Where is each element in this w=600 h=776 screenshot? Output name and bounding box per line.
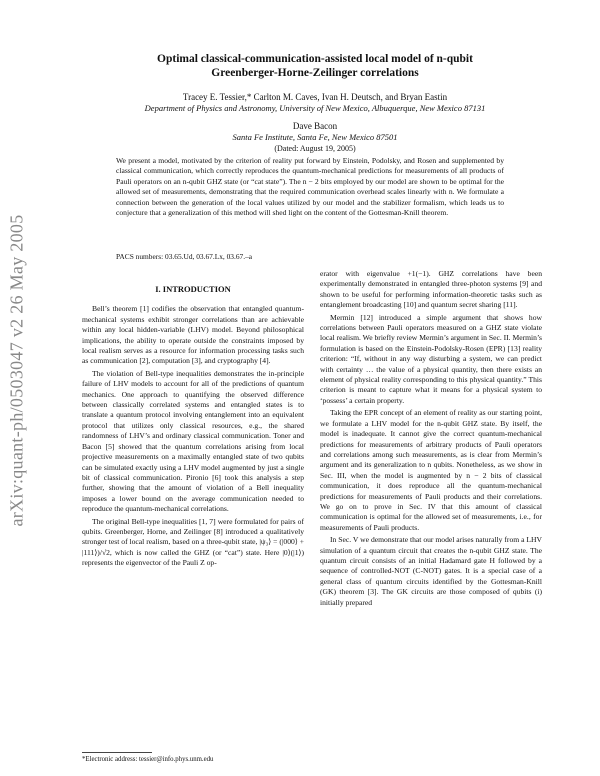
paragraph: Mermin [12] introduced a simple argument that shows how correlations between Pauli operators measured on a GHZ state violate local realism. We briefly review Mermin’s argument in Sec. II. Mermin’s formulation is based on the Einstein-Podolsky-Rosen (EPR) [13] reality criterion: “If, without in any way disturbing a system, we can predict with certainty … the value of a physical quantity, then there exists an element of physical reality corresponding to this physical quantity.” This criterion is meant to capture what it means for a physical system to ‘possess’ a certain property. (320, 312, 543, 405)
paper-title (80, 52, 550, 80)
paragraph: Taking the EPR concept of an element of reality as our starting point, we formulate a LHV model for the n-qubit GHZ state. By itself, the model is inadequate. It cannot give the correct quantum-mechanical predictions for measurements of arbitrary products of Pauli operators and correlations among such measurements, as is clear from Mermin’s argument and its generalization to n qubits. Nonetheless, as we show in Sec. III, when the model is augmented by n − 2 bits of classical communication, it does reproduce all the quantum-mechanical predictions for measurements of Pauli products and their correlations. We go on to prove in Sec. IV that this amount of classical communication is optimal for the allowed set of measurements, i.e., for measurements of Pauli products. (320, 408, 542, 532)
arxiv-identifier (4, 150, 30, 590)
date-line: (Dated: August 19, 2005) (274, 144, 356, 153)
right-column (320, 269, 542, 610)
title-line-2: Greenberger-Horne-Zeilinger correlations (211, 67, 419, 79)
pacs-numbers: PACS numbers: 03.65.Ud, 03.67.Lx, 03.67.–a (116, 252, 253, 261)
affiliation-sfi: Santa Fe Institute, Santa Fe, New Mexico 87501 (232, 132, 398, 142)
paragraph: Bell’s theorem [1] codifies the observation that entangled quantum-mechanical systems exhibit stronger correlations than are achievable within any local hidden-variable (LHV) model. Beyond philosophical implications, the ability to operate outside the constraints imposed by local realism serves as a resource for information processing tasks such as communication [2], computation [3], and cryptography [4]. (82, 304, 304, 366)
author-list: Tracey E. Tessier,* Carlton M. Caves, Ivan H. Deutsch, and Bryan Eastin (182, 92, 448, 102)
affiliation-unm: Department of Physics and Astronomy, University of New Mexico, Albuquerque, New Mexico 87131 (144, 103, 486, 113)
arxiv-identifier-text: arXiv:quant-ph/0503047 v2 26 May 2005 (6, 213, 27, 527)
paragraph: The violation of Bell-type inequalities demonstrates the in-principle failure of LHV models to account for all of the predictions of quantum mechanics. One approach to quantifying the observed difference between classically correlated systems and entangled states is to translate a quantum protocol involving entanglement into an equivalent protocol that utilizes only classical resources, e.g., the shared randomness of LHV’s and ordinary classical communication. Toner and Bacon [5] showed that the quantum correlations arising from local projective measurements on a maximally entangled state of two qubits can be simulated exactly using a LHV model augmented by just a single bit of classical communication. Pironio [6] took this analysis a step further, showing that the amount of violation of a Bell inequality imposes a lower bound on the average communication needed to reproduce the quantum-mechanical correlations. (82, 368, 304, 514)
section-heading: I. INTRODUCTION (155, 284, 231, 294)
abstract: We present a model, motivated by the criterion of reality put forward by Einstein, Podolsky, and Rosen and supplemented by classical communication, which correctly reproduces the quantum-mechanical predictions for measurements of all products of Pauli operators on an n-qubit GHZ state (or “cat state”). The n − 2 bits employed by our model are shown to be optimal for the allowed set of measurements, demonstrating that the required communication overhead scales linearly with n. We formulate a connection between the generation of the local values utilized by our model and the stabilizer formalism, which leads us to conjecture that a generalization of this method will shed light on the content of the Gottesman-Knill theorem. (116, 156, 504, 218)
paragraph: erator with eigenvalue +1(−1). GHZ correlations have been experimentally demonstrated in entangled three-photon systems [9] and shown to be useful for performing information-theoretic tasks such as entanglement broadcasting [10] and quantum secret sharing [11]. (320, 269, 542, 310)
left-column (82, 284, 304, 571)
paragraph: In Sec. V we demonstrate that our model arises naturally from a LHV simulation of a quantum circuit that creates the n-qubit GHZ state. The quantum circuit consists of an initial Hadamard gate H followed by a sequence of controlled-NOT (C-NOT) gates. It is a special case of a general class of quantum circuits identified by the Gottesman-Knill (GK) theorem [3]. The GK circuits are those composed of qubits (i) initially prepared (320, 535, 542, 607)
title-line-1: Optimal classical-communication-assisted local model of n-qubit (157, 53, 473, 65)
footnote-divider (82, 752, 152, 753)
paragraph: The original Bell-type inequalities [1, 7] were formulated for pairs of qubits. Greenberger, Horne, and Zeilinger [8] introduced a qualitatively stronger test of local realism, based on a three-qubit state, |ψ₃⟩ = (|000⟩ + |111⟩)/√2, which is now called the GHZ (or “cat”) state. Here |0⟩(|1⟩) represents the eigenvector of the Pauli Z op- (82, 516, 304, 568)
footnote: *Electronic address: tessier@info.phys.unm.edu (82, 756, 214, 763)
author-bacon: Dave Bacon (292, 121, 338, 131)
